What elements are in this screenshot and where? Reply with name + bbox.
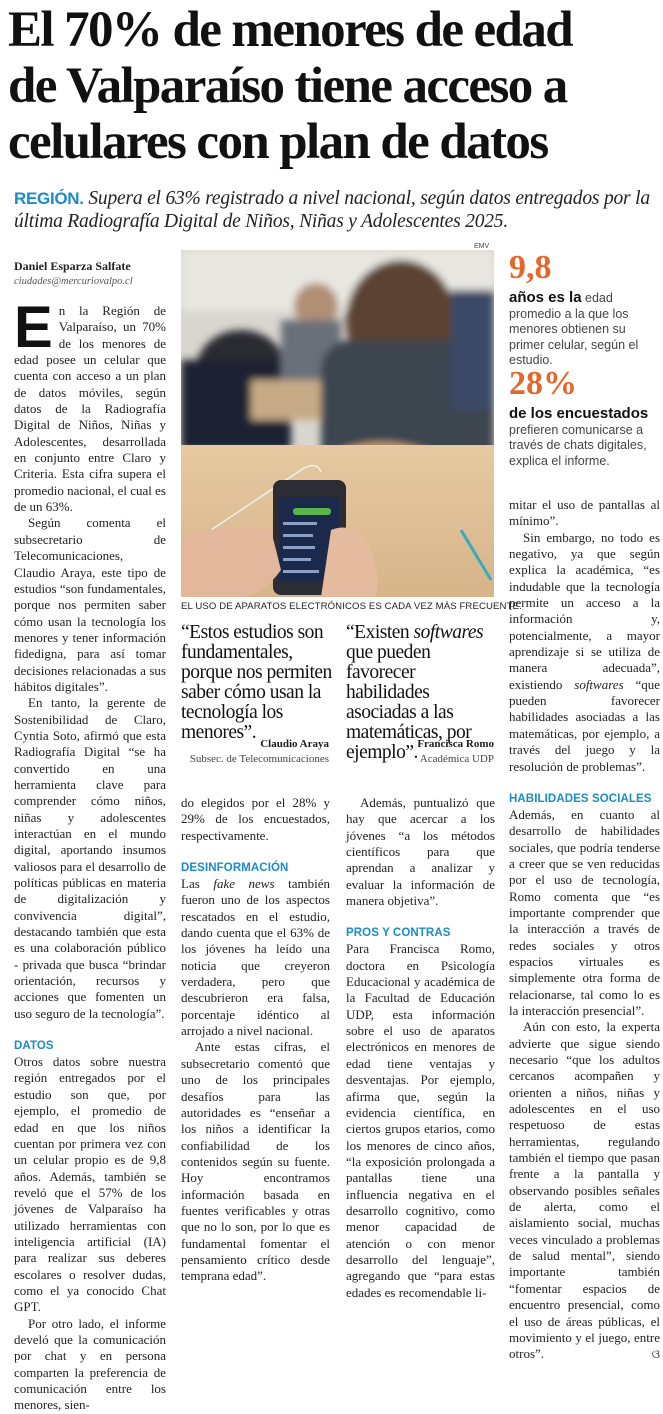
paragraph: En tanto, la gerente de Sostenibilidad de Claro, Cyntia Soto, afirmó que esta Radiografía Digital “se ha convertido en una herramienta clave para comprender cómo niños, niñas y adolescentes interactúan en el mundo digital, aportando insumos valiosos para el desarrollo de políticas públicas en materia de digitalización y convivencia digital”, destacando también que esta es una colaboración público - privada que busca “brindar orientación, recursos y acciones que fomenten un uso seguro de la tecnología”.: [14, 695, 166, 1021]
pull-quote-1-attribution: [181, 737, 329, 767]
quote-author: Francisca Romo: [417, 738, 494, 750]
paragraph: Ante estas cifras, el subsecretario comentó que uno de los principales desafíos para las autoridades es “enseñar a los niños a identificar la confiabilidad de los contenidos según su fuente. Hoy encontramos información basada en fuentes verificables y otras que no lo son, por lo que es fundamental fomentar el pensamiento crítico desde temprana edad”.: [181, 1039, 330, 1284]
drop-cap: E: [14, 295, 53, 360]
paragraph: [14, 295, 166, 515]
paragraph: Para Francisca Romo, doctora en Psicología Educacional y académica de la Facultad de Educación UDP, esta información sobre el uso de aparatos electrónicos en menores de edad tiene ventajas y desventajas. Por ejemplo, afirma que, según la evidencia científica, en ciertos grupos etarios, como los menores de cinco años, “la exposición prolongada a pantallas tiene una influencia negativa en el desarrollo cognitivo, como menor capacidad de atención o con menor desarrollo del lenguaje”, agregando que “para estas edades es recomendable li-: [346, 941, 495, 1300]
quote-text: “Existen: [346, 622, 414, 643]
stat-lead: de los encuestados: [509, 405, 649, 422]
paragraph: [509, 530, 660, 775]
paragraph: Por otro lado, el informe develó que la comunicación por chat y en persona comparten la preferencia de comunicación entre los menores, sien-: [14, 1315, 166, 1413]
paragraph: mitar el uso de pantallas al mínimo”.: [509, 497, 660, 529]
stat-lead: años es la: [509, 289, 582, 306]
paragraph: Según comenta el subsecretario de Telecomunicaciones, Claudio Araya, este tipo de estudios “son fundamentales, porque nos permiten saber cómo usan la tecnología los menores y tener información fidedigna, para así tomar decisiones relacionadas a sus hábitos digitales”.: [14, 515, 166, 694]
section-heading-pros-y-contras: PROS Y CONTRAS: [346, 927, 451, 940]
stat-value: 9,8: [509, 249, 552, 286]
headline-line: celulares con plan de datos: [8, 114, 548, 170]
paragraph-text: Aún con esto, la experta advierte que sigue siendo necesario “que los adultos cercanos acompañen y orienten a niños, niñas y adolescentes en el uso respetuoso de estas herramientas, regulando también el tiempo que pasan frente a la pantalla y observando posibles señales de alerta, como el aislamiento social, muchas veces vinculado a problemas de salud mental”, siendo importante también “fomentar espacios de encuentro presencial, como el uso de áreas públicas, el movimiento y el juego, entre otros”.: [509, 1019, 660, 1362]
paragraph: [181, 876, 330, 1039]
article-column-2: [181, 795, 330, 1285]
paragraph-text: Sin embargo, no todo es negativo, ya que según explica la académica, “es indudable que la tecnología permite un acceso a la información y, potencialmente, a mayor aprendizaje si se utiliza de manera adecuada”, existiendo: [509, 529, 660, 692]
pull-quote-1: “Estos estudios son fundamentales, porque nos permiten saber cómo usan la tecnología los menores”.: [181, 622, 332, 743]
pull-quote-2-attribution: [346, 737, 494, 767]
photo-caption: EL USO DE APARATOS ELECTRÓNICOS ES CADA VEZ MÁS FRECUENTE.: [181, 601, 522, 612]
paragraph: Además, puntualizó que hay que acercar a los jóvenes “a los métodos científicos para que aprendan a analizar y evaluar la información de manera objetiva”.: [346, 795, 495, 909]
paragraph: Otros datos sobre nuestra región entregados por el estudio son que, por ejemplo, el promedio de edad en que los niños cuentan por primera vez con un celular propio es de 9,8 años. Además, también se reveló que el 57% de los jóvenes de Valparaíso ha utilizado herramientas con inteligencia artificial (IA) para realizar sus deberes escolares o resolver dudas, como el ya conocido Chat GPT.: [14, 1054, 166, 1315]
stat-text: edad promedio a la que los menores obtienen su primer celular, según el estudio.: [509, 291, 639, 367]
byline-email[interactable]: ciudades@mercuriovalpo.cl: [14, 276, 133, 287]
article-column-4: [509, 497, 660, 1363]
headline-line: de Valparaíso tiene acceso a: [8, 58, 567, 114]
quote-role: Subsec. de Telecomunicaciones: [189, 753, 329, 765]
paragraph-text: n la Región de Valparaíso, un 70% de los menores de edad posee un celular que cuenta con acceso a un plan de datos móviles, según datos de la Radiografía Digital de Niños, Niñas y Adolescentes, desarrollada en conjunto entre Claro y Criteria. Esta cifra supera el promedio nacional, el cual es de un 63%.: [14, 303, 166, 515]
section-heading-habilidades-sociales: HABILIDADES SOCIALES: [509, 792, 652, 805]
classroom-phone-image: [181, 250, 494, 597]
stat-text: prefieren comunicarse a través de chats digitales, explica el informe.: [509, 422, 647, 468]
section-heading-datos: DATOS: [14, 1040, 54, 1053]
article-column-3: [346, 795, 495, 1301]
quote-author: Claudio Araya: [260, 738, 329, 750]
section-heading-desinformacion: DESINFORMACIÓN: [181, 862, 289, 875]
byline-author: Daniel Esparza Salfate: [14, 259, 131, 273]
stat-box-2: [509, 366, 661, 469]
stat-box-1: [509, 250, 661, 369]
subheadline-text: Supera el 63% registrado a nivel nacional, según datos entregados por la última Radiografía Digital de Niños, Niñas y Adolescentes 2025.: [14, 188, 650, 232]
quote-role: Académica UDP: [419, 753, 494, 765]
article-column-1: [14, 258, 166, 1414]
paragraph-text-italic: softwares: [574, 676, 624, 692]
end-of-article-mark-icon: ଓ: [651, 1347, 660, 1362]
paragraph: [509, 1019, 660, 1362]
paragraph-text-italic: fake news: [213, 876, 275, 892]
paragraph-text: “que pueden favorecer habilidades asociadas a las matemáticas, por ejemplo, a través del juego y la resolución de problemas”.: [509, 676, 660, 774]
section-kicker: REGIÓN.: [14, 189, 84, 208]
article-photo: [181, 250, 494, 597]
quote-text-italic: softwares: [413, 622, 484, 643]
subheadline: [14, 187, 659, 233]
headline-line: El 70% de menores de edad: [8, 2, 572, 58]
headline: [8, 2, 663, 170]
photo-credit: EMV: [474, 243, 490, 250]
stat-value: 28%: [509, 365, 577, 402]
paragraph: do elegidos por el 28% y 29% de los encuestados, respectivamente.: [181, 795, 330, 843]
quote-text: que pueden favorecer habilidades asociadas a las matemáticas, por ejemplo”.: [346, 642, 472, 763]
paragraph: Además, en cuanto al desarrollo de habilidades sociales, que podría tenderse a creer que se ven reducidas por el uso de tecnología, Romo comenta que “es importante comprender que la interacción a través de redes sociales y otros espacios virtuales es simplemente otra forma de relacionarse, tal como lo es la interacción presencial”.: [509, 806, 660, 1018]
paragraph-text: Las: [181, 876, 214, 892]
paragraph-text: también fueron uno de los aspectos rescatados en el estudio, dando cuenta que el 63% de los jóvenes ha leído una noticia que creyeron verdadera, pero que descubrieron era falsa, porcentaje idéntico al arrojado a nivel nacional.: [181, 876, 330, 1039]
